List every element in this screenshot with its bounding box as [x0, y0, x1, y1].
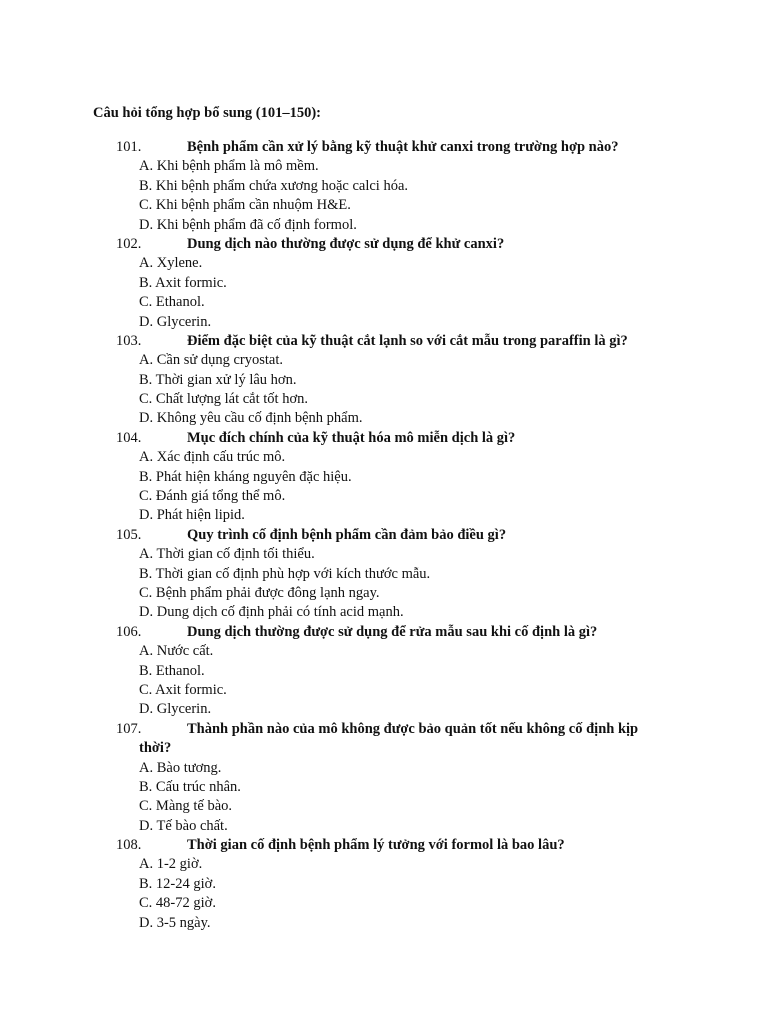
option-d: D. Tế bào chất. [139, 817, 228, 834]
option-c: C. Ethanol. [139, 294, 205, 311]
question-107 [0, 720, 768, 836]
question-list [0, 138, 768, 933]
option-a: A. Cần sử dụng cryostat. [139, 352, 283, 369]
option-c: C. Đánh giá tổng thể mô. [139, 488, 286, 505]
question-number: 108. [116, 837, 142, 854]
question-text: Thời gian cố định bệnh phẩm lý tưởng với formol là bao lâu? [187, 837, 565, 854]
question-105 [0, 526, 768, 623]
question-text: Bệnh phẩm cần xử lý bằng kỹ thuật khử canxi trong trường hợp nào? [187, 139, 619, 155]
option-a: A. Khi bệnh phẩm là mô mềm. [139, 158, 319, 175]
question-number: 105. [116, 526, 142, 543]
option-c: C. Axit formic. [139, 681, 227, 698]
question-number: 102. [116, 235, 142, 252]
option-b: B. Thời gian xử lý lâu hơn. [139, 371, 297, 388]
option-a: A. Nước cất. [139, 643, 214, 660]
question-102 [0, 235, 768, 332]
section-heading: Câu hỏi tổng hợp bổ sung (101–150): [93, 105, 321, 121]
option-c: C. Chất lượng lát cắt tốt hơn. [139, 391, 308, 408]
question-number: 104. [116, 429, 142, 446]
option-b: B. Khi bệnh phẩm chứa xương hoặc calci hóa. [139, 177, 409, 194]
question-text: Điểm đặc biệt của kỹ thuật cắt lạnh so với cắt mẫu trong paraffin là gì? [187, 332, 628, 349]
option-b: B. 12-24 giờ. [139, 875, 216, 892]
question-text: Mục đích chính của kỹ thuật hóa mô miễn dịch là gì? [187, 429, 516, 446]
option-c: C. Khi bệnh phẩm cần nhuộm H&E. [139, 197, 351, 214]
option-d: D. Không yêu cầu cố định bệnh phẩm. [139, 410, 363, 427]
question-text: Quy trình cố định bệnh phẩm cần đảm bảo điều gì? [187, 526, 507, 543]
option-d: D. Glycerin. [139, 313, 212, 330]
question-103 [0, 332, 768, 429]
question-number: 103. [116, 332, 142, 349]
question-text: Dung dịch nào thường được sử dụng để khử canxi? [187, 235, 505, 252]
question-text: Thành phần nào của mô không được bảo quản tốt nếu không cố định kịp [187, 720, 639, 737]
question-text: Dung dịch thường được sử dụng để rửa mẫu sau khi cố định là gì? [187, 623, 598, 640]
question-104 [0, 429, 768, 526]
option-a: A. Xác định cấu trúc mô. [139, 449, 286, 466]
option-d: D. Dung dịch cố định phải có tính acid mạnh. [139, 604, 404, 621]
option-d: D. Phát hiện lipid. [139, 507, 245, 524]
option-c: C. Bệnh phẩm phải được đông lạnh ngay. [139, 584, 380, 601]
option-a: A. Bào tương. [139, 759, 222, 776]
question-number: 107. [116, 720, 142, 737]
option-b: B. Phát hiện kháng nguyên đặc hiệu. [139, 468, 352, 485]
option-a: A. 1-2 giờ. [139, 856, 203, 873]
option-b: B. Cấu trúc nhân. [139, 778, 241, 795]
question-106 [0, 623, 768, 720]
option-b: B. Axit formic. [139, 274, 227, 291]
option-c: C. Màng tế bào. [139, 798, 233, 815]
option-d: D. 3-5 ngày. [139, 914, 211, 931]
question-101 [0, 138, 768, 235]
question-108 [0, 836, 768, 933]
option-d: D. Khi bệnh phẩm đã cố định formol. [139, 216, 357, 233]
question-number: 106. [116, 623, 142, 640]
option-b: B. Ethanol. [139, 662, 205, 679]
option-a: A. Thời gian cố định tối thiểu. [139, 546, 315, 563]
option-b: B. Thời gian cố định phù hợp với kích thước mẫu. [139, 565, 431, 582]
option-a: A. Xylene. [139, 255, 203, 272]
question-number: 101. [116, 139, 142, 155]
question-text-continuation: thời? [139, 740, 172, 757]
option-c: C. 48-72 giờ. [139, 895, 216, 912]
option-d: D. Glycerin. [139, 701, 212, 718]
